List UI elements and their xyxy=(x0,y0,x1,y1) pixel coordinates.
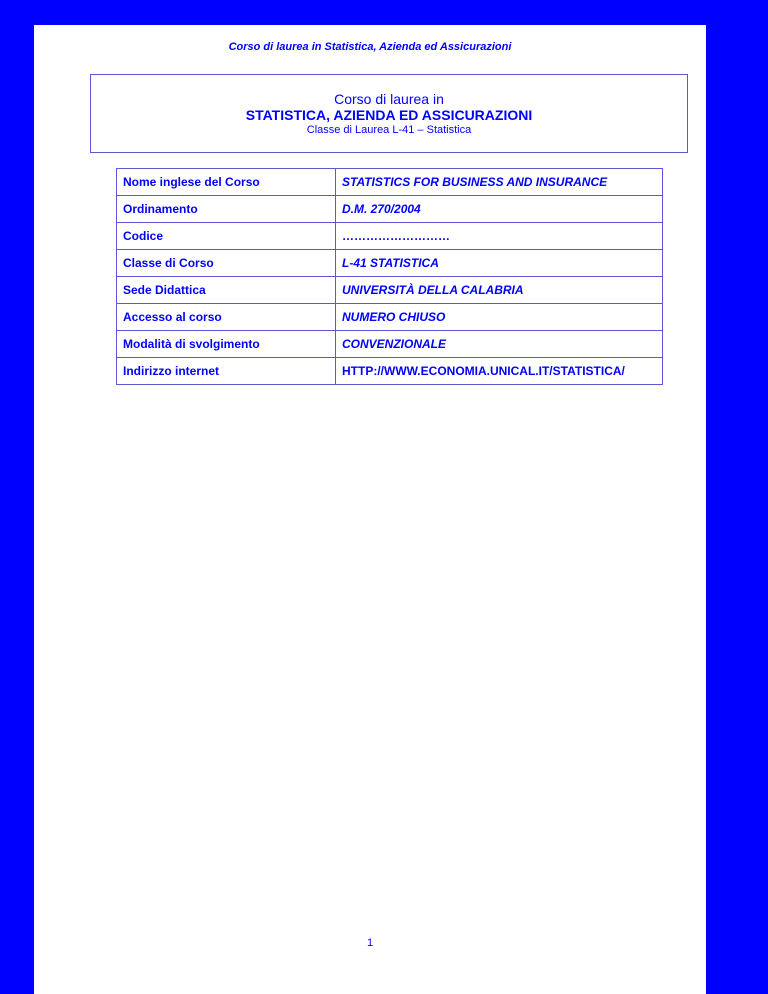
row-label: Modalità di svolgimento xyxy=(117,331,336,358)
table-row xyxy=(117,250,663,277)
row-label: Indirizzo internet xyxy=(117,358,336,385)
row-value: NUMERO CHIUSO xyxy=(336,304,663,331)
course-title: STATISTICA, AZIENDA ED ASSICURAZIONI xyxy=(245,107,533,123)
table-row xyxy=(117,223,663,250)
page-number: 1 xyxy=(366,937,374,949)
table-row xyxy=(117,277,663,304)
row-label: Sede Didattica xyxy=(117,277,336,304)
table-row xyxy=(117,331,663,358)
document-page xyxy=(34,25,706,994)
row-label: Nome inglese del Corso xyxy=(117,169,336,196)
table-row xyxy=(117,358,663,385)
table-row xyxy=(117,304,663,331)
table-row xyxy=(117,169,663,196)
table-row xyxy=(117,196,663,223)
row-value: STATISTICS FOR BUSINESS AND INSURANCE xyxy=(336,169,663,196)
row-value: ……………………… xyxy=(336,223,663,250)
course-info-table xyxy=(116,168,663,385)
degree-class: Classe di Laurea L-41 – Statistica xyxy=(306,124,472,136)
row-label: Classe di Corso xyxy=(117,250,336,277)
website-url[interactable]: HTTP://WWW.ECONOMIA.UNICAL.IT/STATISTICA/ xyxy=(336,358,663,385)
row-label: Codice xyxy=(117,223,336,250)
running-header: Corso di laurea in Statistica, Azienda ed Assicurazioni xyxy=(228,41,512,53)
row-value: D.M. 270/2004 xyxy=(336,196,663,223)
row-label: Accesso al corso xyxy=(117,304,336,331)
row-label: Ordinamento xyxy=(117,196,336,223)
row-value: L-41 STATISTICA xyxy=(336,250,663,277)
title-line-1: Corso di laurea in xyxy=(334,91,444,107)
row-value: CONVENZIONALE xyxy=(336,331,663,358)
title-box xyxy=(90,74,688,153)
row-value: UNIVERSITÀ DELLA CALABRIA xyxy=(336,277,663,304)
